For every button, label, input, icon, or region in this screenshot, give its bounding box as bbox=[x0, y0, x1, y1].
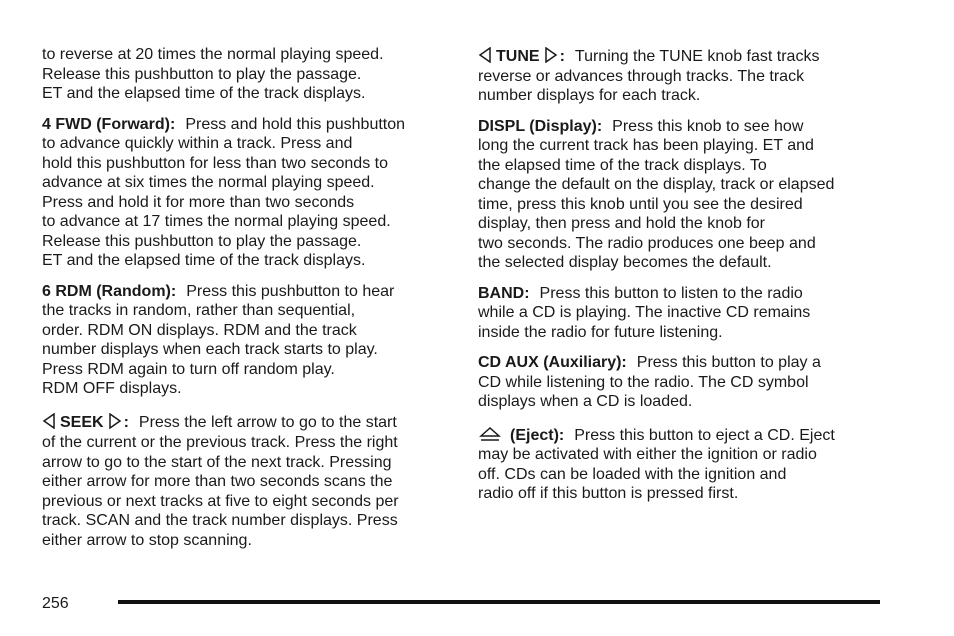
text-line: previous or next tracks at five to eight seconds per bbox=[42, 492, 399, 510]
text-line: off. CDs can be loaded with the ignition and bbox=[478, 465, 787, 483]
seek-colon: : bbox=[123, 413, 129, 431]
text-line: track. SCAN and the track number displays. Press bbox=[42, 512, 398, 529]
text-line: number displays for each track. bbox=[478, 87, 701, 104]
rdm-first-line: Press this pushbutton to hear bbox=[186, 282, 395, 300]
text-line bbox=[478, 284, 886, 304]
text-line: advance at six times the normal playing speed. bbox=[42, 174, 375, 191]
text-line bbox=[42, 413, 450, 433]
text-line: time, press this knob until you see the desired bbox=[478, 195, 803, 213]
right-arrow-icon bbox=[544, 47, 558, 63]
text-line: long the current track has been playing. ET and bbox=[478, 137, 814, 154]
text-line: the selected display becomes the default. bbox=[478, 254, 772, 271]
tune-paragraph bbox=[478, 47, 886, 106]
footer-rule bbox=[118, 600, 880, 604]
text-line: change the default on the display, track or elapsed bbox=[478, 176, 835, 193]
text-line: RDM OFF displays. bbox=[42, 380, 182, 397]
fwd-first-line: Press and hold this pushbutton bbox=[185, 115, 406, 133]
text-line: reverse or advances through tracks. The track bbox=[478, 67, 805, 85]
text-line: ET and the elapsed time of the track displays. bbox=[42, 252, 366, 269]
text-line: display, then press and hold the knob for bbox=[478, 215, 765, 232]
displ-first-line: Press this knob to see how bbox=[612, 117, 804, 135]
eject-icon bbox=[478, 426, 502, 442]
eject-paragraph bbox=[478, 426, 886, 504]
cdaux-first-line: Press this button to play a bbox=[636, 354, 821, 371]
seek-term: SEEK bbox=[60, 413, 104, 431]
text-line: arrow to go to the start of the next track. Pressing bbox=[42, 453, 392, 471]
text-line: radio off if this button is pressed first. bbox=[478, 485, 739, 502]
text-line bbox=[478, 117, 886, 137]
text-line: either arrow for more than two seconds scans the bbox=[42, 473, 393, 490]
rdm-paragraph bbox=[42, 282, 450, 399]
band-term: BAND: bbox=[478, 284, 530, 302]
text-line: Release this pushbutton to play the passage. bbox=[42, 232, 362, 250]
text-line: inside the radio for future listening. bbox=[478, 323, 723, 341]
eject-term: (Eject): bbox=[510, 426, 565, 444]
left-arrow-icon bbox=[478, 47, 492, 63]
text-line bbox=[42, 115, 450, 135]
cdaux-paragraph bbox=[478, 353, 886, 412]
text-line: Press and hold it for more than two seconds bbox=[42, 193, 355, 211]
left-column bbox=[42, 45, 450, 561]
band-first-line: Press this button to listen to the radio bbox=[539, 284, 803, 302]
text-line: to advance quickly within a track. Press and bbox=[42, 135, 353, 152]
text-line: to advance at 17 times the normal playing speed. bbox=[42, 213, 391, 230]
seek-first-line: Press the left arrow to go to the start bbox=[138, 413, 397, 431]
fwd-term: 4 FWD (Forward): bbox=[42, 115, 176, 133]
text-line: the elapsed time of the track displays. To bbox=[478, 156, 767, 174]
text-line: number displays when each track starts to play. bbox=[42, 341, 378, 358]
text-line: to reverse at 20 times the normal playing speed. bbox=[42, 46, 384, 63]
text-line: either arrow to stop scanning. bbox=[42, 531, 252, 549]
band-paragraph bbox=[478, 284, 886, 343]
displ-term: DISPL (Display): bbox=[478, 117, 603, 135]
text-line bbox=[478, 47, 886, 67]
displ-paragraph bbox=[478, 117, 886, 273]
right-arrow-icon bbox=[108, 413, 122, 429]
text-line: while a CD is playing. The inactive CD remains bbox=[478, 304, 811, 321]
seek-paragraph bbox=[42, 413, 450, 551]
page-number: 256 bbox=[42, 595, 69, 612]
fwd-paragraph bbox=[42, 115, 450, 271]
text-line: ET and the elapsed time of the track displays. bbox=[42, 85, 366, 102]
text-line: hold this pushbutton for less than two seconds to bbox=[42, 154, 388, 172]
text-line: order. RDM ON displays. RDM and the track bbox=[42, 321, 357, 339]
text-line: of the current or the previous track. Press the right bbox=[42, 434, 398, 451]
eject-first-line: Press this button to eject a CD. Eject bbox=[574, 426, 835, 444]
text-line: the tracks in random, rather than sequential, bbox=[42, 302, 356, 319]
text-line: two seconds. The radio produces one beep and bbox=[478, 234, 816, 252]
tune-first-line: Turning the TUNE knob fast tracks bbox=[574, 48, 820, 65]
text-line: displays when a CD is loaded. bbox=[478, 393, 693, 410]
tune-colon: : bbox=[559, 48, 565, 65]
text-line bbox=[478, 426, 886, 446]
text-line bbox=[478, 353, 886, 373]
text-line: may be activated with either the ignition or radio bbox=[478, 446, 817, 463]
text-line: Release this pushbutton to play the passage. bbox=[42, 65, 362, 83]
left-arrow-icon bbox=[42, 413, 56, 429]
text-line bbox=[42, 282, 450, 302]
tune-term: TUNE bbox=[496, 48, 540, 65]
text-line: Press RDM again to turn off random play. bbox=[42, 360, 335, 378]
cdaux-term: CD AUX (Auxiliary): bbox=[478, 354, 627, 371]
right-column bbox=[478, 47, 886, 515]
intro-paragraph bbox=[42, 45, 450, 104]
rdm-term: 6 RDM (Random): bbox=[42, 282, 177, 300]
text-line: CD while listening to the radio. The CD symbol bbox=[478, 373, 809, 391]
